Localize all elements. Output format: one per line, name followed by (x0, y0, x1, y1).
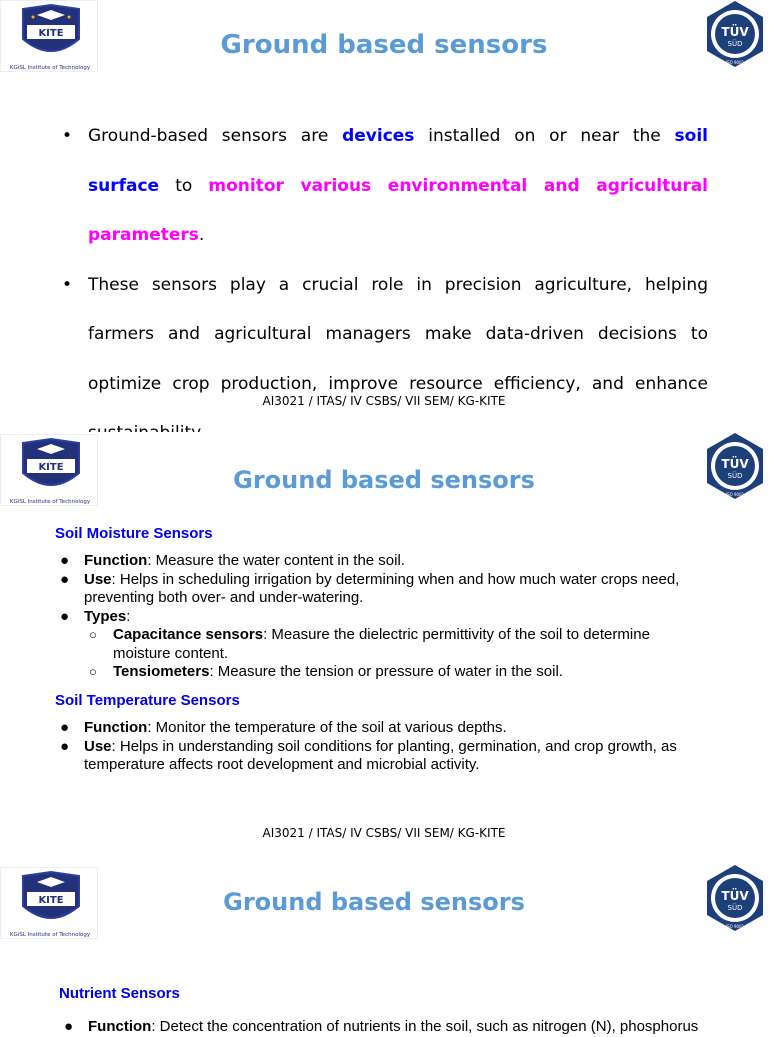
item-text: : Monitor the temperature of the soil at various depths. (147, 719, 507, 736)
svg-text:SÜD: SÜD (727, 904, 743, 912)
circle-bullet-icon: ○ (89, 664, 97, 679)
list-item (60, 719, 710, 738)
item-text: : (126, 607, 131, 625)
text-span: to (159, 175, 209, 196)
item-label: Capacitance sensors (113, 626, 264, 643)
bullet-list (60, 552, 710, 682)
item-text: : Measure the tension or pressure of water in the soil. (209, 663, 563, 680)
slide-title: Ground based sensors (220, 30, 548, 60)
svg-text:SÜD: SÜD (727, 472, 743, 480)
highlight-devices: devices (342, 126, 415, 146)
section-heading: Nutrient Sensors (59, 985, 180, 1002)
svg-text:ISO 9001: ISO 9001 (725, 492, 745, 497)
item-text: : Helps in scheduling irrigation by determining when and how much water crops need, preventing both over- and under-watering. (84, 570, 680, 606)
bullet-list (64, 1018, 714, 1037)
text-span: Ground-based sensors are (88, 126, 343, 146)
item-text: : Measure the water content in the soil. (147, 552, 405, 569)
svg-text:TÜV: TÜV (721, 889, 749, 903)
slide-footer: AI3021 / ITAS/ IV CSBS/ VII SEM/ KG-KITE (262, 826, 506, 840)
slide-title: Ground based sensors (223, 888, 525, 916)
svg-text:KITE: KITE (38, 28, 64, 39)
svg-text:KGiSL Institute of Technology: KGiSL Institute of Technology (9, 499, 91, 505)
svg-text:SÜD: SÜD (727, 40, 743, 48)
svg-text:ISO 9001: ISO 9001 (725, 60, 745, 65)
bullet-dot-icon: • (62, 126, 73, 146)
list-item (60, 571, 710, 608)
item-text: : Detect the concentration of nutrients in the soil, such as nitrogen (N), phosphorus (151, 1018, 699, 1035)
svg-text:KGiSL Institute of Technology: KGiSL Institute of Technology (9, 932, 91, 938)
slide-title: Ground based sensors (233, 466, 535, 494)
svg-text:KITE: KITE (38, 895, 64, 906)
bullet-item (62, 261, 708, 459)
item-text: : Measure the dielectric permittivity of the soil to determine moisture content. (113, 626, 650, 662)
item-label: Function (88, 1018, 152, 1035)
bullet-text: These sensors play a crucial role in precision agriculture, helping farmers and agricultural managers make data-driven decisions to optimize crop production, improve resource efficiency, and enhance (88, 274, 708, 394)
circle-bullet-icon: ○ (89, 627, 97, 642)
slide-footer: AI3021 / ITAS/ IV CSBS/ VII SEM/ KG-KITE (262, 394, 506, 408)
bullet-dot-icon: ● (60, 552, 70, 569)
svg-text:KITE: KITE (38, 462, 64, 473)
item-label: Use (84, 737, 112, 755)
slide-1 (0, 0, 768, 432)
item-label: Use (84, 570, 112, 588)
bullet-list (60, 719, 710, 775)
bullet-dot-icon: ● (60, 719, 70, 736)
svg-text:TÜV: TÜV (721, 25, 749, 39)
svg-text:KGiSL Institute of Technology: KGiSL Institute of Technology (9, 65, 91, 71)
list-item (60, 738, 710, 775)
bullet-dot-icon: • (62, 274, 73, 295)
section-heading: Soil Moisture Sensors (55, 525, 213, 542)
sub-list-item (60, 663, 710, 682)
item-label: Function (84, 719, 148, 736)
sub-list-item (60, 626, 710, 663)
bullet-dot-icon: ● (60, 737, 70, 755)
slide-2 (0, 432, 768, 864)
bullet-dot-icon: ● (60, 607, 70, 625)
item-text: : Helps in understanding soil conditions for planting, germination, and crop growth, as temperature affects root development and microbial activity. (84, 737, 677, 773)
highlight-monitor-parameters: monitor various environmental and agricultural parameters (88, 175, 709, 245)
item-label: Types (84, 607, 127, 625)
slide-3 (0, 864, 768, 1035)
bullet-item (62, 112, 708, 261)
item-label: Function (84, 552, 148, 569)
item-label: Tensiometers (113, 663, 210, 680)
highlight-soil-surface: soil surface (88, 126, 708, 196)
list-item (64, 1018, 714, 1037)
list-item (60, 608, 710, 627)
bullet-dot-icon: ● (64, 1018, 74, 1035)
bullet-dot-icon: ● (60, 570, 70, 588)
section-heading: Soil Temperature Sensors (55, 692, 240, 709)
svg-text:ISO 9001: ISO 9001 (725, 924, 745, 929)
text-span: installed on or near the (414, 126, 675, 146)
svg-text:TÜV: TÜV (721, 457, 749, 471)
list-item (60, 552, 710, 571)
text-span: . (198, 225, 205, 245)
